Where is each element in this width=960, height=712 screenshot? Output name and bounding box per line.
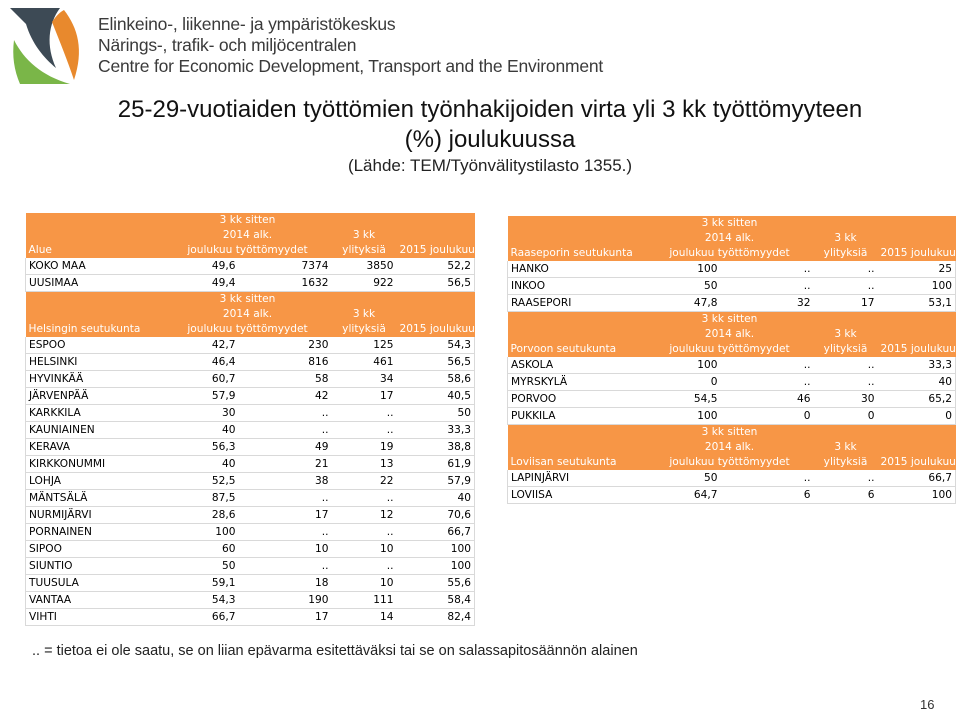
area-name: MÄNTSÄLÄ (26, 490, 164, 507)
share-percent: 52,5 (164, 473, 254, 490)
unemployment-count: 6 (736, 487, 814, 504)
unemployment-count: 0 (736, 408, 814, 425)
area-name: MYRSKYLÄ (508, 374, 646, 391)
area-name: SIPOO (26, 541, 164, 558)
unemployment-count: .. (736, 278, 814, 295)
org-line-en: Centre for Economic Development, Transport and the Environment (98, 56, 604, 76)
header-text: 2014 alk. (704, 232, 755, 244)
share-percent: 42,7 (164, 337, 254, 354)
share-percent: 49,6 (164, 258, 254, 275)
left-table (25, 213, 475, 626)
share-percent: 0 (646, 374, 736, 391)
over-3m-count: 30 (814, 391, 878, 408)
unemployment-count: 58 (254, 371, 332, 388)
share-percent: 100 (646, 261, 736, 278)
table-row (26, 592, 475, 609)
area-name: KOKO MAA (26, 258, 164, 275)
dec-2015-percent: 56,5 (397, 354, 475, 371)
header-text: 2015 joulukuu (399, 244, 475, 256)
share-percent: 66,7 (164, 609, 254, 626)
unemployment-count: 190 (254, 592, 332, 609)
header-text: 3 kk (352, 308, 376, 320)
unemployment-count: 18 (254, 575, 332, 592)
area-name: LOHJA (26, 473, 164, 490)
header-prev-unemployment (164, 292, 332, 338)
area-name: KIRKKONUMMI (26, 456, 164, 473)
over-3m-count: 34 (332, 371, 397, 388)
over-3m-count: 10 (332, 541, 397, 558)
header-text: 3 kk (834, 232, 857, 244)
over-3m-count: 111 (332, 592, 397, 609)
over-3m-count: .. (814, 374, 878, 391)
header-text: 2014 alk. (704, 441, 755, 453)
title-line-2: (%) joulukuussa (404, 126, 576, 153)
table-row (26, 405, 475, 422)
header-prev-unemployment (646, 216, 814, 261)
group-header-row (508, 312, 956, 358)
header-text: 3 kk (834, 328, 857, 340)
table-row (26, 575, 475, 592)
header-text: 2015 joulukuu (880, 343, 956, 355)
area-name: PORNAINEN (26, 524, 164, 541)
header-over-3m (332, 292, 397, 338)
header-text: ylityksiä (823, 343, 868, 355)
area-name: PUKKILA (508, 408, 646, 425)
share-percent: 47,8 (646, 295, 736, 312)
area-name: KARKKILA (26, 405, 164, 422)
share-percent: 49,4 (164, 275, 254, 292)
header-text: ylityksiä (342, 244, 386, 256)
dec-2015-percent: 0 (878, 408, 956, 425)
over-3m-count: 14 (332, 609, 397, 626)
header-text: 2015 joulukuu (880, 247, 956, 259)
table-row (26, 490, 475, 507)
header-over-3m (814, 425, 878, 471)
share-percent: 60 (164, 541, 254, 558)
over-3m-count: 125 (332, 337, 397, 354)
over-3m-count: .. (814, 470, 878, 487)
dec-2015-percent: 55,6 (397, 575, 475, 592)
share-percent: 60,7 (164, 371, 254, 388)
header-over-3m (332, 213, 397, 258)
header-text: 3 kk sitten (701, 426, 758, 438)
over-3m-count: .. (332, 422, 397, 439)
table-row (26, 507, 475, 524)
group-label: Raaseporin seutukunta (508, 216, 646, 261)
table-row (26, 524, 475, 541)
over-3m-count: .. (814, 357, 878, 374)
area-name: TUUSULA (26, 575, 164, 592)
unemployment-count: .. (254, 405, 332, 422)
table-row (508, 470, 956, 487)
share-percent: 46,4 (164, 354, 254, 371)
share-percent: 59,1 (164, 575, 254, 592)
over-3m-count: 3850 (332, 258, 397, 275)
area-name: LOVIISA (508, 487, 646, 504)
share-percent: 57,9 (164, 388, 254, 405)
table-row (508, 295, 956, 312)
header-prev-unemployment (164, 213, 332, 258)
header-text: joulukuu työttömyydet (187, 244, 308, 256)
header-prev-unemployment (646, 312, 814, 358)
header-text: joulukuu työttömyydet (669, 343, 790, 355)
area-name: UUSIMAA (26, 275, 164, 292)
dec-2015-percent: 40 (397, 490, 475, 507)
dec-2015-percent: 53,1 (878, 295, 956, 312)
header-2015-december (397, 213, 475, 258)
dec-2015-percent: 70,6 (397, 507, 475, 524)
over-3m-count: .. (814, 261, 878, 278)
over-3m-count: 22 (332, 473, 397, 490)
table-row (508, 278, 956, 295)
table-row (508, 391, 956, 408)
table-row (26, 439, 475, 456)
table-row (508, 261, 956, 278)
header-2015-december (878, 216, 956, 261)
unemployment-count: 49 (254, 439, 332, 456)
unemployment-count: 38 (254, 473, 332, 490)
dec-2015-percent: 66,7 (397, 524, 475, 541)
dec-2015-percent: 56,5 (397, 275, 475, 292)
unemployment-count: 17 (254, 507, 332, 524)
org-line-fi: Elinkeino-, liikenne- ja ympäristökeskus (98, 14, 396, 34)
group-label: Alue (26, 213, 164, 258)
share-percent: 30 (164, 405, 254, 422)
area-name: ASKOLA (508, 357, 646, 374)
unemployment-count: 1632 (254, 275, 332, 292)
unemployment-count: .. (736, 470, 814, 487)
header-text: 2015 joulukuu (880, 456, 956, 468)
unemployment-count: 816 (254, 354, 332, 371)
area-name: JÄRVENPÄÄ (26, 388, 164, 405)
group-label: Loviisan seutukunta (508, 425, 646, 471)
unemployment-count: .. (736, 261, 814, 278)
header-text: 2014 alk. (222, 308, 273, 320)
group-header-row (508, 425, 956, 471)
share-percent: 100 (646, 357, 736, 374)
header-text: 3 kk (834, 441, 857, 453)
group-header-row (508, 216, 956, 261)
over-3m-count: 17 (814, 295, 878, 312)
org-line-sv: Närings-, trafik- och miljöcentralen (98, 35, 357, 55)
over-3m-count: .. (814, 278, 878, 295)
header-text: 3 kk sitten (701, 217, 758, 229)
header-text: ylityksiä (823, 247, 868, 259)
table-row (508, 374, 956, 391)
table-row (26, 275, 475, 292)
unemployment-count: .. (736, 374, 814, 391)
header-text: 3 kk sitten (701, 313, 758, 325)
dec-2015-percent: 100 (397, 541, 475, 558)
table-row (26, 609, 475, 626)
dec-2015-percent: 52,2 (397, 258, 475, 275)
unemployment-count: .. (736, 357, 814, 374)
share-percent: 40 (164, 422, 254, 439)
share-percent: 28,6 (164, 507, 254, 524)
area-name: KERAVA (26, 439, 164, 456)
over-3m-count: 19 (332, 439, 397, 456)
table-row (26, 388, 475, 405)
unemployment-count: 32 (736, 295, 814, 312)
unemployment-count: 230 (254, 337, 332, 354)
organization-name (98, 14, 603, 77)
dec-2015-percent: 82,4 (397, 609, 475, 626)
area-name: SIUNTIO (26, 558, 164, 575)
area-name: HYVINKÄÄ (26, 371, 164, 388)
dec-2015-percent: 38,8 (397, 439, 475, 456)
group-header-row (26, 213, 475, 258)
dec-2015-percent: 100 (878, 278, 956, 295)
area-name: LAPINJÄRVI (508, 470, 646, 487)
table-row (508, 357, 956, 374)
header-2015-december (397, 292, 475, 338)
table-row (508, 408, 956, 425)
group-label: Helsingin seutukunta (26, 292, 164, 338)
dec-2015-percent: 65,2 (878, 391, 956, 408)
share-percent: 50 (646, 470, 736, 487)
source-note: (Lähde: TEM/Työnvälitystilasto 1355.) (347, 156, 633, 175)
table-row (26, 337, 475, 354)
header-over-3m (814, 312, 878, 358)
share-percent: 87,5 (164, 490, 254, 507)
header-text: joulukuu työttömyydet (669, 247, 790, 259)
dec-2015-percent: 33,3 (397, 422, 475, 439)
dec-2015-percent: 61,9 (397, 456, 475, 473)
over-3m-count: 922 (332, 275, 397, 292)
unemployment-count: 7374 (254, 258, 332, 275)
unemployment-count: .. (254, 524, 332, 541)
table-row (26, 541, 475, 558)
area-name: HELSINKI (26, 354, 164, 371)
header-text: 3 kk sitten (219, 214, 276, 226)
area-name: RAASEPORI (508, 295, 646, 312)
header-text: 2014 alk. (704, 328, 755, 340)
table-row (26, 456, 475, 473)
area-name: ESPOO (26, 337, 164, 354)
table-row (26, 354, 475, 371)
table-row (508, 487, 956, 504)
dec-2015-percent: 40,5 (397, 388, 475, 405)
area-name: PORVOO (508, 391, 646, 408)
area-name: VIHTI (26, 609, 164, 626)
over-3m-count: .. (332, 524, 397, 541)
group-header-row (26, 292, 475, 338)
share-percent: 54,3 (164, 592, 254, 609)
dec-2015-percent: 33,3 (878, 357, 956, 374)
table-row (26, 422, 475, 439)
share-percent: 64,7 (646, 487, 736, 504)
unemployment-count: 17 (254, 609, 332, 626)
header-2015-december (878, 312, 956, 358)
table-row (26, 371, 475, 388)
unemployment-count: 46 (736, 391, 814, 408)
header-text: 3 kk (352, 229, 376, 241)
group-label: Porvoon seutukunta (508, 312, 646, 358)
dec-2015-percent: 25 (878, 261, 956, 278)
header-text: 2014 alk. (222, 229, 273, 241)
share-percent: 54,5 (646, 391, 736, 408)
area-name: NURMIJÄRVI (26, 507, 164, 524)
dec-2015-percent: 40 (878, 374, 956, 391)
footnote: .. = tietoa ei ole saatu, se on liian epävarma esitettäväksi tai se on salassapitosäännön alainen (32, 643, 638, 659)
header-text: ylityksiä (342, 323, 386, 335)
ely-logo (8, 6, 90, 86)
header-prev-unemployment (646, 425, 814, 471)
area-name: VANTAA (26, 592, 164, 609)
page-title (60, 95, 920, 155)
header-text: joulukuu työttömyydet (187, 323, 308, 335)
over-3m-count: .. (332, 490, 397, 507)
page-number: 16 (920, 697, 935, 712)
table-row (26, 473, 475, 490)
unemployment-count: 10 (254, 541, 332, 558)
header-over-3m (814, 216, 878, 261)
share-percent: 50 (646, 278, 736, 295)
share-percent: 40 (164, 456, 254, 473)
over-3m-count: .. (332, 405, 397, 422)
table-row (26, 558, 475, 575)
over-3m-count: 13 (332, 456, 397, 473)
dec-2015-percent: 100 (878, 487, 956, 504)
area-name: INKOO (508, 278, 646, 295)
header-text: 3 kk sitten (219, 293, 276, 305)
header-text: ylityksiä (823, 456, 868, 468)
share-percent: 100 (164, 524, 254, 541)
over-3m-count: 12 (332, 507, 397, 524)
area-name: HANKO (508, 261, 646, 278)
dec-2015-percent: 100 (397, 558, 475, 575)
unemployment-count: .. (254, 558, 332, 575)
title-line-1: 25-29-vuotiaiden työttömien työnhakijoiden virta yli 3 kk työttömyyteen (117, 96, 863, 123)
over-3m-count: 10 (332, 575, 397, 592)
unemployment-count: 21 (254, 456, 332, 473)
area-name: KAUNIAINEN (26, 422, 164, 439)
dec-2015-percent: 58,4 (397, 592, 475, 609)
unemployment-count: .. (254, 490, 332, 507)
share-percent: 56,3 (164, 439, 254, 456)
dec-2015-percent: 66,7 (878, 470, 956, 487)
over-3m-count: 6 (814, 487, 878, 504)
dec-2015-percent: 54,3 (397, 337, 475, 354)
over-3m-count: .. (332, 558, 397, 575)
unemployment-count: .. (254, 422, 332, 439)
unemployment-count: 42 (254, 388, 332, 405)
header-text: joulukuu työttömyydet (669, 456, 790, 468)
share-percent: 50 (164, 558, 254, 575)
dec-2015-percent: 50 (397, 405, 475, 422)
over-3m-count: 17 (332, 388, 397, 405)
header-2015-december (878, 425, 956, 471)
table-row (26, 258, 475, 275)
over-3m-count: 461 (332, 354, 397, 371)
dec-2015-percent: 58,6 (397, 371, 475, 388)
over-3m-count: 0 (814, 408, 878, 425)
dec-2015-percent: 57,9 (397, 473, 475, 490)
share-percent: 100 (646, 408, 736, 425)
right-table (507, 216, 956, 504)
header-text: 2015 joulukuu (399, 323, 475, 335)
